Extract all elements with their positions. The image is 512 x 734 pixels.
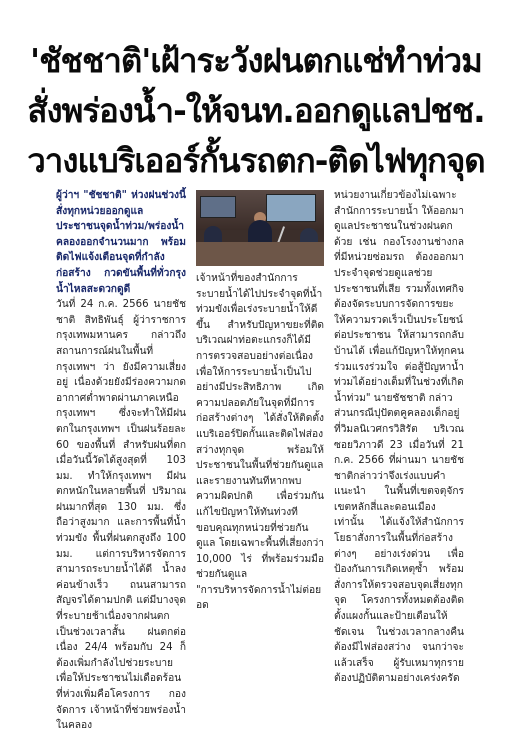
article-body-3a: หน่วยงานเกี่ยวข้องไม่เฉพาะสำนักการระบายน้ำ ให้ออกมาดูแลประชาชนในช่วงฝนตกด้วย เช่น กองโรงงานช่างกล ที่มีหน่วยซ่อมรถ ต้องออกมาประจำจุดช่วยดูแลช่วยประชาชนที่เสีย รวมทั้งเทศกิจ ต้องจัดระบบการจัดการขยะ ให้ความรวดเร็วเป็นประโยชน์ต่อประชาชน ให้สามารถกลับบ้านได้ เพื่อแก้ปัญหาให้ทุกคนร่วมแรงร่วมใจ ต่อสู้ปัญหาน้ำท่วมได้อย่างเต็มที่ในช่วงที่เกิดน้ำท่วม" นายชัชชาติ กล่าว — [334, 190, 464, 404]
headline-line-3: วางแบริเออร์กั้นรถตก-ติดไฟทุกจุด — [27, 141, 485, 180]
article-body-1-tail: ที่ห่วงเพิ่มคือโครงการ กองจัดการ เจ้าหน้าที่ช่วยพร่องน้ำในคลอง — [56, 689, 186, 732]
article-lead: ผู้ว่าฯ "ชัชชาติ" ห่วงฝนช่วงนี้ สั่งทุกหน่วยออกดูแลประชาชนจุดน้ำท่วม/พร่องน้ำคลองออกจำนวนมาก พร้อมติดไฟแจ้งเตือนจุดที่กำลังก่อสร้าง กวดขันพื้นที่ทั่วกรุง น้ำไหลสะดวกดูดี — [56, 190, 186, 295]
article-body-1: วันที่ 24 ก.ค. 2566 นายชัชชาติ สิทธิพันธุ์ ผู้ว่าราชการกรุงเทพมหานคร กล่าวถึงสถานการณ์ฝนในพื้นที่กรุงเทพฯ ว่า ยังมีความเสี่ยงอยู่ เนื่องด้วยยังมีร่องความกดอากาศต่ำพาดผ่านภาคเหนือ กรุงเทพฯ ซึ่งจะทำให้มีฝนตกในกรุงเทพฯ เป็นฝนร้อยละ 60 ของพื้นที่ สำหรับฝนที่ตกเมื่อวันนี้วัดได้สูงสุดที่ 103 มม. ทำให้กรุงเทพฯ มีฝนตกหนักในหลายพื้นที่ ปริมาณฝนมากที่สุด 130 มม. ซึ่งถือว่าสูงมาก และการพื้นที่น้ำท่วมขัง พื้นที่ฝนตกสูงถึง 100 มม. แต่การบริหารจัดการสามารถระบายน้ำได้ดี น้ำลงค่อนข้างเร็ว ถนนสามารถสัญจรได้ตามปกติ แต่มีบางจุดที่ระบายช้าเนื่องจากฝนตกเป็นช่วงเวลาสั้น ฝนตกต่อเนื่อง 24/4 พร้อมกับ 24 ก็ต้องเพิ่มกำลังไปช่วยระบาย เพื่อให้ประชาชนไม่เดือดร้อน — [56, 299, 186, 685]
headline-line-1: 'ชัชชาติ'เฝ้าระวังฝนตกแช่ทำท่วม — [30, 41, 482, 80]
article-body-3b: ส่วนกรณีปุปัตตคูคลองเด็กอยู่ที่วิมลนิเวศกรวิสิรัต บริเวณซอยวิภาวดี 23 เมื่อวันที่ 21 ก.ค. 2566 ที่ผ่านมา นายชัชชาติกล่าวว่าจึงเร่งแบบคำแนะนำ ในพื้นที่เขตจตุจักร เขตหลักสี่และดอนเมืองเท่านั้น ได้แจ้งให้สำนักการโยธาสั่งการในพื้นที่ก่อสร้างต่างๆ อย่างเร่งด่วน เพื่อป้องกันการเกิดเหตุซ้ำ พร้อมสั่งการให้ตรวจสอบจุดเสี่ยงทุกจุด โครงการทั้งหมดต้องติดตั้งแผงกั้นและป้ายเตือนให้ชัดเจน ในช่วงเวลากลางคืนต้องมีไฟส่องสว่าง จนกว่าจะแล้วเสร็จ ผู้รับเหมาทุกรายต้องปฏิบัติตามอย่างเคร่งครัด — [334, 408, 464, 685]
article-column-1 — [56, 188, 186, 732]
photo-right-screen — [266, 194, 316, 222]
article-column-3 — [334, 188, 464, 685]
photo-left-screen — [200, 196, 236, 218]
headline — [0, 36, 512, 186]
article-column-2 — [196, 271, 324, 612]
article-photo — [196, 190, 324, 266]
article-body-2: เจ้าหน้าที่ของสำนักการระบายน้ำได้ไปประจำจุดที่น้ำท่วมขังเพื่อเร่งระบายน้ำให้ดีขึ้น สำหรับปัญหาขยะที่ติดบริเวณฝาท่อตะแกรงก็ได้มีการตรวจสอบอย่างต่อเนื่อง เพื่อให้การระบายน้ำเป็นไปอย่างมีประสิทธิภาพ เกิดความปลอดภัยในจุดที่มีการก่อสร้างต่างๆ ได้สั่งให้ติดตั้งแบริเออร์ปิดกั้นและติดไฟส่องสว่างทุกจุด พร้อมให้ประชาชนในพื้นที่ช่วยกันดูแลและรายงานทันทีหากพบความผิดปกติ เพื่อร่วมกันแก้ไขปัญหาให้ทันท่วงที ขอบคุณทุกหน่วยที่ช่วยกันดูแล โดยเฉพาะพื้นที่เสี่ยงกว่า 10,000 ไร่ ที่พร้อมร่วมมือช่วยกันดูแล — [196, 273, 324, 581]
article-quote: "การบริหารจัดการน้ำไม่ต่อยอด — [196, 584, 322, 612]
headline-line-2: สั่งพร่องน้ำ-ให้จนท.ออกดูแลปชช. — [27, 91, 485, 130]
photo-table — [196, 242, 324, 266]
